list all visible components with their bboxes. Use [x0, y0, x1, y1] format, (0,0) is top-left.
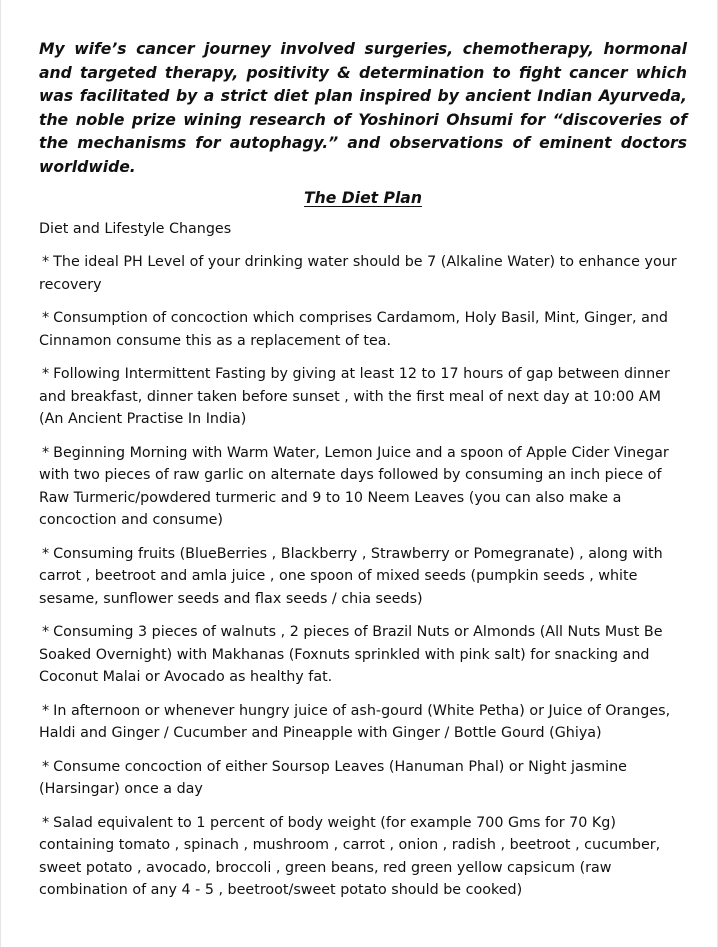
bullet-mark: * — [42, 624, 50, 641]
section-heading: Diet and Lifestyle Changes — [39, 220, 232, 237]
list-item-text: Beginning Morning with Warm Water, Lemon Juice and a spoon of Apple Cider Vinegar with two pieces of raw garlic on alternate days followed by consuming an inch piece of Raw Turmeric/powdered turmeric and 9 to 10 Neem Leaves (you can also make a concoction and consume) — [39, 444, 669, 529]
document-body — [39, 38, 687, 902]
list-item-text: Consuming fruits (BlueBerries , Blackberry , Strawberry or Pomegranate) , along with carrot , beetroot and amla juice , one spoon of mixed seeds (pumpkin seeds , white sesame, sunflower seeds and flax seeds / chia seeds) — [39, 545, 663, 607]
list-item — [39, 363, 687, 431]
bullet-mark: * — [42, 310, 50, 327]
bullet-mark: * — [42, 758, 50, 775]
list-item-text: Salad equivalent to 1 percent of body weight (for example 700 Gms for 70 Kg) containing tomato , spinach , mushroom , carrot , onion , radish , beetroot , cucumber, sweet potato , avocado, broccoli , green beans, red green yellow capsicum (raw combination of any 4 - 5 , beetroot/sweet potato should be cooked) — [39, 814, 661, 899]
diet-items-list — [39, 251, 687, 902]
list-item — [39, 756, 687, 801]
list-item-text: Following Intermittent Fasting by giving at least 12 to 17 hours of gap between dinner and breakfast, dinner taken before sunset , with the first meal of next day at 10:00 AM (An Ancient Practise In India) — [39, 366, 670, 428]
bullet-mark: * — [42, 444, 50, 461]
intro-paragraph: My wife’s cancer journey involved surgeries, chemotherapy, hormonal and targeted therapy, positivity & determination to fight cancer which was facilitated by a strict diet plan inspired by ancient Indian Ayurveda, the noble prize wining research of Yoshinori Ohsumi for “discoveries of the mechanisms for autophagy.” and observations of eminent doctors worldwide. — [39, 40, 687, 176]
bullet-mark: * — [42, 254, 50, 271]
list-item — [39, 700, 687, 745]
list-item-text: The ideal PH Level of your drinking water should be 7 (Alkaline Water) to enhance your recovery — [39, 254, 677, 293]
list-item-text: In afternoon or whenever hungry juice of ash-gourd (White Petha) or Juice of Oranges, Haldi and Ginger / Cucumber and Pineapple with Ginger / Bottle Gourd (Ghiya) — [39, 702, 671, 742]
list-item-text: Consume concoction of either Soursop Leaves (Hanuman Phal) or Night jasmine (Harsingar) once a day — [39, 758, 627, 798]
bullet-mark: * — [42, 814, 50, 831]
list-item — [39, 307, 687, 352]
diet-plan-title: The Diet Plan — [304, 188, 422, 207]
list-item — [39, 251, 687, 296]
list-item — [39, 621, 687, 689]
list-item — [39, 543, 687, 611]
list-item-text: Consumption of concoction which comprises Cardamom, Holy Basil, Mint, Ginger, and Cinnamon consume this as a replacement of tea. — [39, 310, 669, 349]
list-item — [39, 812, 687, 902]
bullet-mark: * — [42, 366, 50, 383]
list-item-text: Consuming 3 pieces of walnuts , 2 pieces of Brazil Nuts or Almonds (All Nuts Must Be Soaked Overnight) with Makhanas (Foxnuts sprinkled with pink salt) for snacking and Coconut Malai or Avocado as healthy fat. — [39, 624, 663, 686]
bullet-mark: * — [42, 702, 50, 719]
bullet-mark: * — [42, 545, 50, 562]
list-item — [39, 442, 687, 532]
